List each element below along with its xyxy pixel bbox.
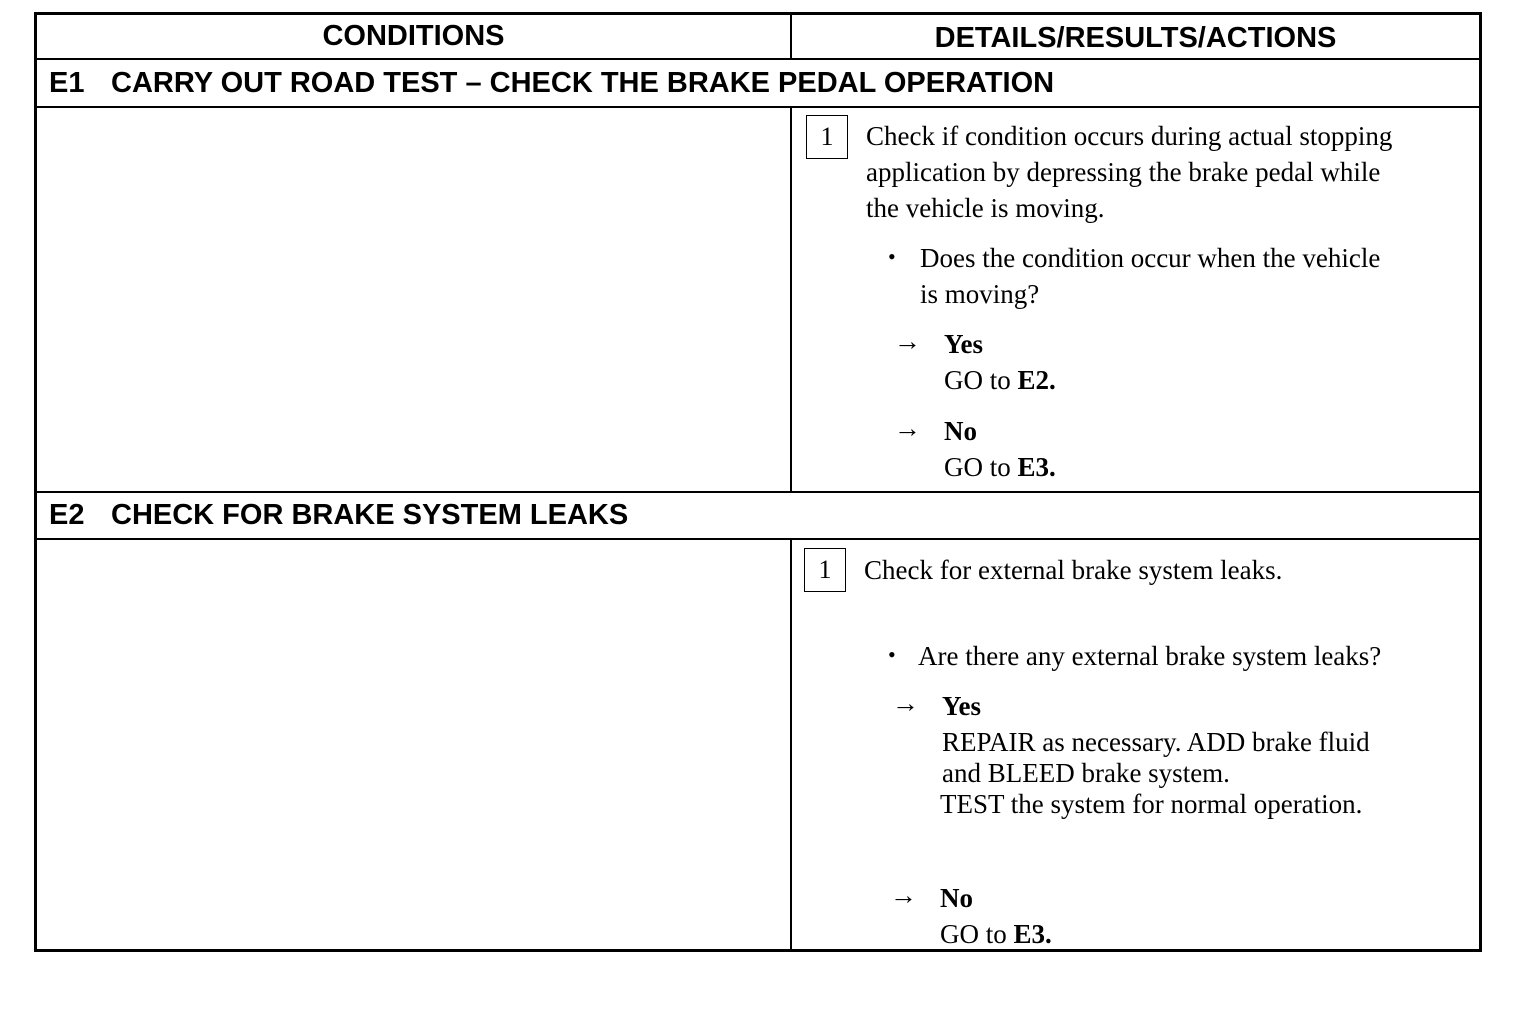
conditions-header: CONDITIONS [37,15,792,58]
no-label: No [940,883,973,913]
yes-label: Yes [942,691,981,721]
step-title: CARRY OUT ROAD TEST – CHECK THE BRAKE PEDAL OPERATION [111,66,1055,99]
arrow-right-icon: → [890,880,917,910]
procedure-table [34,12,1482,952]
step-e1-title-row [37,60,1479,108]
yes-label: Yes [944,329,983,359]
bullet-icon: • [888,642,896,667]
go-to-target: E2. [1017,365,1056,395]
yes-branch [944,326,1056,398]
details-cell [792,540,1479,949]
no-branch [944,413,1056,485]
go-to-target: E3. [1013,919,1052,949]
question-line: is moving? [920,279,1040,309]
question-line: Does the condition occur when the vehicle [920,243,1381,273]
go-to-text: GO to [940,919,1007,949]
yes-action-line: TEST the system for normal operation. [940,789,1363,819]
no-branch [940,880,1052,952]
question-text [920,240,1380,312]
yes-branch [942,688,1370,822]
arrow-right-icon: → [894,413,921,443]
instruction-line: Check if condition occurs during actual stopping [866,121,1393,151]
instruction-line: application by depressing the brake pedal while [866,157,1381,187]
step-e1-body [37,108,1479,493]
yes-action-line: and BLEED brake system. [942,758,1230,788]
question-text: Are there any external brake system leaks? [918,641,1382,671]
arrow-right-icon: → [894,326,921,356]
table-header-row [37,15,1479,60]
step-e2-title-row [37,493,1479,540]
instruction-text [866,118,1392,226]
step-title: CHECK FOR BRAKE SYSTEM LEAKS [111,499,629,531]
item-number-box: 1 [804,548,846,592]
go-to-text: GO to [944,452,1011,482]
go-to-target: E3. [1017,452,1056,482]
conditions-cell [37,108,792,491]
details-header: DETAILS/RESULTS/ACTIONS [934,22,1337,54]
step-e2-body [37,540,1479,949]
bullet-icon: • [888,244,896,269]
no-label: No [944,416,977,446]
instruction-text: Check for external brake system leaks. [864,555,1283,585]
instruction-line: the vehicle is moving. [866,193,1105,223]
arrow-right-icon: → [892,688,919,718]
details-cell [792,108,1479,491]
conditions-cell [37,540,792,949]
item-number-box: 1 [806,115,848,159]
yes-action-line: REPAIR as necessary. ADD brake fluid [942,727,1370,757]
go-to-text: GO to [944,365,1011,395]
step-id: E1 [49,66,85,99]
step-id: E2 [49,499,85,531]
